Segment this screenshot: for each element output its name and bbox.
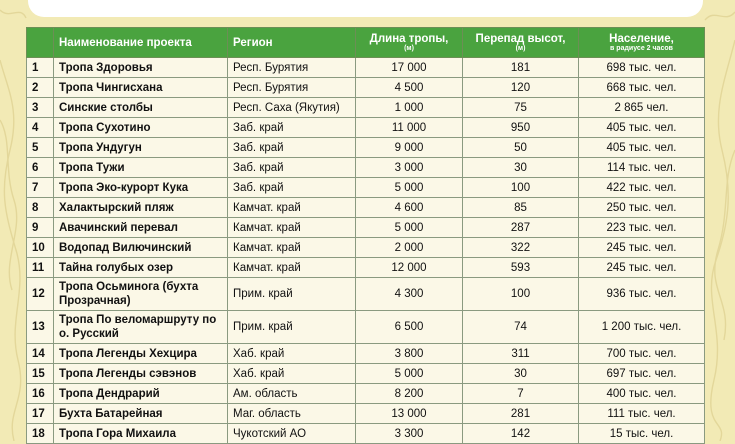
- cell-population: 422 тыс. чел.: [579, 178, 705, 198]
- cell-project-name: Тропа Гора Михаила: [54, 424, 228, 444]
- cell-project-name: Синские столбы: [54, 98, 228, 118]
- cell-trail-length: 17 000: [356, 58, 463, 78]
- cell-number: 17: [27, 404, 54, 424]
- cell-trail-length: 4 500: [356, 78, 463, 98]
- cell-project-name: Тропа Сухотино: [54, 118, 228, 138]
- cell-number: 13: [27, 311, 54, 344]
- cell-elevation-gain: 120: [463, 78, 579, 98]
- cell-population: 15 тыс. чел.: [579, 424, 705, 444]
- cell-elevation-gain: 950: [463, 118, 579, 138]
- cell-region: Заб. край: [228, 178, 356, 198]
- cell-region: Камчат. край: [228, 218, 356, 238]
- cell-number: 14: [27, 344, 54, 364]
- cell-elevation-gain: 287: [463, 218, 579, 238]
- cell-number: 6: [27, 158, 54, 178]
- cell-elevation-gain: 142: [463, 424, 579, 444]
- cell-project-name: Авачинский перевал: [54, 218, 228, 238]
- cell-number: 2: [27, 78, 54, 98]
- cell-elevation-gain: 100: [463, 278, 579, 311]
- table-row: [27, 344, 705, 364]
- table-row: [27, 158, 705, 178]
- cell-region: Маг. область: [228, 404, 356, 424]
- cell-population: 250 тыс. чел.: [579, 198, 705, 218]
- table-row: [27, 218, 705, 238]
- cell-population: 1 200 тыс. чел.: [579, 311, 705, 344]
- cell-trail-length: 12 000: [356, 258, 463, 278]
- cell-project-name: Тайна голубых озер: [54, 258, 228, 278]
- cell-number: 18: [27, 424, 54, 444]
- header-elevation-unit: (м): [515, 44, 526, 52]
- cell-project-name: Халактырский пляж: [54, 198, 228, 218]
- cell-project-name: Водопад Вилючинский: [54, 238, 228, 258]
- cell-population: 405 тыс. чел.: [579, 118, 705, 138]
- cell-trail-length: 5 000: [356, 218, 463, 238]
- cell-number: 5: [27, 138, 54, 158]
- table-row: [27, 178, 705, 198]
- cell-trail-length: 6 500: [356, 311, 463, 344]
- table-row: [27, 98, 705, 118]
- cell-region: Респ. Бурятия: [228, 78, 356, 98]
- cell-project-name: Бухта Батарейная: [54, 404, 228, 424]
- cell-elevation-gain: 322: [463, 238, 579, 258]
- table-row: [27, 278, 705, 311]
- cell-region: Ам. область: [228, 384, 356, 404]
- cell-trail-length: 4 300: [356, 278, 463, 311]
- cell-trail-length: 3 000: [356, 158, 463, 178]
- cell-elevation-gain: 7: [463, 384, 579, 404]
- cell-population: 245 тыс. чел.: [579, 238, 705, 258]
- header-region: Регион: [228, 28, 356, 58]
- cell-number: 10: [27, 238, 54, 258]
- cell-region: Камчат. край: [228, 198, 356, 218]
- cell-project-name: Тропа Чингисхана: [54, 78, 228, 98]
- cell-population: 2 865 чел.: [579, 98, 705, 118]
- cell-number: 4: [27, 118, 54, 138]
- cell-elevation-gain: 281: [463, 404, 579, 424]
- cell-population: 936 тыс. чел.: [579, 278, 705, 311]
- cell-project-name: Тропа Легенды сэвэнов: [54, 364, 228, 384]
- cell-number: 1: [27, 58, 54, 78]
- header-elevation-label: Перепад высот,: [475, 32, 566, 45]
- cell-trail-length: 8 200: [356, 384, 463, 404]
- cell-elevation-gain: 30: [463, 364, 579, 384]
- header-trail-length-unit: (м): [404, 44, 414, 52]
- table-row: [27, 364, 705, 384]
- cell-trail-length: 11 000: [356, 118, 463, 138]
- table-row: [27, 198, 705, 218]
- cell-region: Хаб. край: [228, 364, 356, 384]
- projects-table: [26, 27, 705, 444]
- cell-number: 8: [27, 198, 54, 218]
- header-population-note: в радиусе 2 часов: [610, 44, 673, 52]
- cell-population: 698 тыс. чел.: [579, 58, 705, 78]
- top-card-panel: [28, 0, 703, 17]
- table-row: [27, 78, 705, 98]
- cell-number: 11: [27, 258, 54, 278]
- cell-project-name: Тропа Здоровья: [54, 58, 228, 78]
- header-number: [27, 28, 54, 58]
- cell-trail-length: 4 600: [356, 198, 463, 218]
- table-row: [27, 138, 705, 158]
- cell-elevation-gain: 100: [463, 178, 579, 198]
- table-header-row: [27, 28, 705, 58]
- table-row: [27, 118, 705, 138]
- cell-population: 111 тыс. чел.: [579, 404, 705, 424]
- cell-region: Заб. край: [228, 138, 356, 158]
- cell-project-name: Тропа Осьминога (бухта Прозрачная): [54, 278, 228, 311]
- cell-project-name: Тропа Дендрарий: [54, 384, 228, 404]
- cell-trail-length: 5 000: [356, 178, 463, 198]
- cell-elevation-gain: 85: [463, 198, 579, 218]
- cell-population: 668 тыс. чел.: [579, 78, 705, 98]
- header-project-name: Наименование проекта: [54, 28, 228, 58]
- cell-population: 700 тыс. чел.: [579, 344, 705, 364]
- cell-trail-length: 3 300: [356, 424, 463, 444]
- cell-population: 400 тыс. чел.: [579, 384, 705, 404]
- cell-trail-length: 2 000: [356, 238, 463, 258]
- cell-number: 9: [27, 218, 54, 238]
- cell-number: 15: [27, 364, 54, 384]
- cell-elevation-gain: 181: [463, 58, 579, 78]
- cell-number: 7: [27, 178, 54, 198]
- header-population-label: Население,: [609, 32, 674, 45]
- cell-population: 405 тыс. чел.: [579, 138, 705, 158]
- cell-trail-length: 3 800: [356, 344, 463, 364]
- cell-region: Респ. Бурятия: [228, 58, 356, 78]
- cell-region: Заб. край: [228, 118, 356, 138]
- cell-elevation-gain: 50: [463, 138, 579, 158]
- cell-population: 114 тыс. чел.: [579, 158, 705, 178]
- cell-project-name: Тропа Ундугун: [54, 138, 228, 158]
- cell-region: Хаб. край: [228, 344, 356, 364]
- cell-region: Камчат. край: [228, 238, 356, 258]
- cell-trail-length: 5 000: [356, 364, 463, 384]
- header-population: [579, 28, 705, 58]
- cell-trail-length: 13 000: [356, 404, 463, 424]
- cell-elevation-gain: 75: [463, 98, 579, 118]
- cell-trail-length: 9 000: [356, 138, 463, 158]
- cell-elevation-gain: 593: [463, 258, 579, 278]
- header-elevation-gain: [463, 28, 579, 58]
- cell-population: 223 тыс. чел.: [579, 218, 705, 238]
- cell-region: Респ. Саха (Якутия): [228, 98, 356, 118]
- cell-region: Заб. край: [228, 158, 356, 178]
- cell-region: Чукотский АО: [228, 424, 356, 444]
- cell-elevation-gain: 311: [463, 344, 579, 364]
- header-trail-length: [356, 28, 463, 58]
- table-row: [27, 384, 705, 404]
- cell-project-name: Тропа Легенды Хехцира: [54, 344, 228, 364]
- cell-number: 12: [27, 278, 54, 311]
- table-row: [27, 58, 705, 78]
- table-row: [27, 311, 705, 344]
- cell-project-name: Тропа По веломаршруту по о. Русский: [54, 311, 228, 344]
- cell-number: 16: [27, 384, 54, 404]
- table-row: [27, 238, 705, 258]
- cell-trail-length: 1 000: [356, 98, 463, 118]
- cell-elevation-gain: 74: [463, 311, 579, 344]
- cell-project-name: Тропа Эко-курорт Кука: [54, 178, 228, 198]
- cell-population: 697 тыс. чел.: [579, 364, 705, 384]
- table-row: [27, 404, 705, 424]
- cell-population: 245 тыс. чел.: [579, 258, 705, 278]
- table-row: [27, 258, 705, 278]
- cell-number: 3: [27, 98, 54, 118]
- cell-region: Прим. край: [228, 278, 356, 311]
- header-trail-length-label: Длина тропы,: [369, 32, 449, 45]
- cell-project-name: Тропа Тужи: [54, 158, 228, 178]
- cell-region: Камчат. край: [228, 258, 356, 278]
- cell-region: Прим. край: [228, 311, 356, 344]
- cell-elevation-gain: 30: [463, 158, 579, 178]
